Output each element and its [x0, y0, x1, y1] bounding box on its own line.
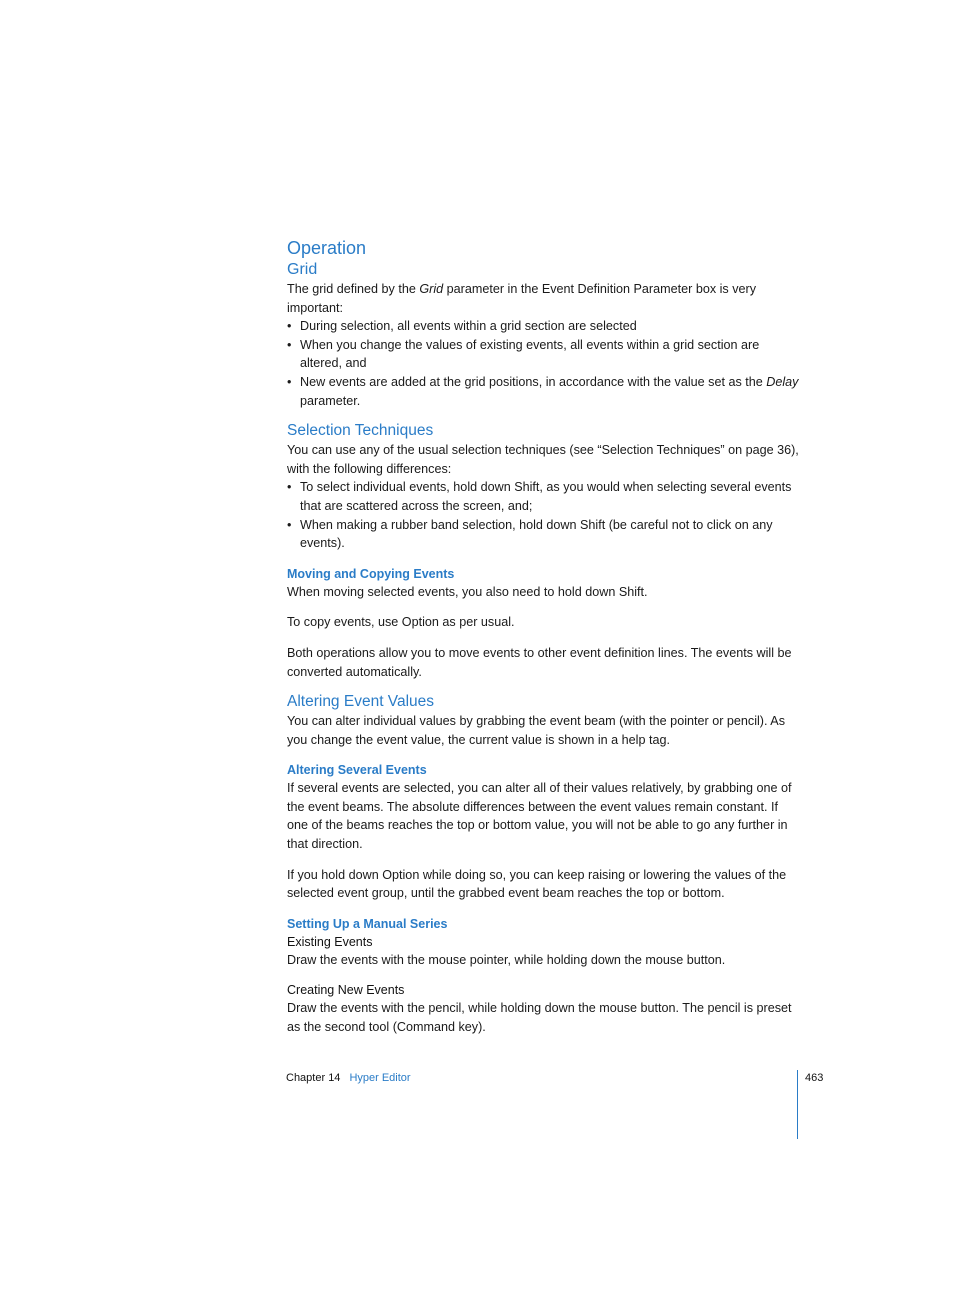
grid-intro-em: Grid — [419, 282, 444, 296]
footer-chapter — [286, 1070, 411, 1086]
heading-altering-event-values: Altering Event Values — [287, 693, 435, 711]
heading-selection-techniques: Selection Techniques — [287, 422, 434, 440]
selection-bullet-1: • To select individual events, hold down Shift, as you would when selecting several events that are scattered across the screen, and; — [287, 478, 799, 515]
heading-grid: Grid — [287, 261, 318, 278]
heading-creating-new-events: Creating New Events — [287, 983, 405, 998]
selection-intro-paragraph: You can use any of the usual selection techniques (see “Selection Techniques” on page 36), with the following differences: — [287, 443, 799, 476]
grid-intro-post: parameter in the Event Definition Parameter box is very important: — [287, 282, 757, 315]
selection-bullet-list — [287, 478, 799, 552]
page-content — [287, 236, 799, 1037]
page-number: 463 — [805, 1072, 824, 1084]
several-paragraph-1: If several events are selected, you can alter all of their values relatively, by grabbing one of the event beams. The absolute differences between the event values remain constant. If one of the beams reaches the top or bottom value, you will not be able to go any further in that direction. — [287, 781, 792, 852]
heading-moving-copying: Moving and Copying Events — [287, 566, 455, 581]
grid-bullet-3 — [287, 373, 799, 410]
altering-paragraph: You can alter individual values by grabbing the event beam (with the pointer or pencil). As you change the event value, the current value is shown in a help tag. — [287, 714, 785, 747]
creating-events-paragraph: Draw the events with the pencil, while holding down the mouse button. The pencil is preset as the second tool (Command key). — [287, 1001, 792, 1035]
grid-bullet-3-post: parameter. — [300, 393, 361, 408]
footer-chapter-title: Hyper Editor — [349, 1072, 411, 1084]
section-title-operation: Operation — [287, 238, 367, 258]
moving-paragraph-2: To copy events, use Option as per usual. — [287, 615, 515, 630]
grid-bullet-3-pre: New events are added at the grid positions, in accordance with the value set as the — [300, 374, 767, 389]
grid-intro-paragraph — [287, 280, 799, 317]
heading-manual-series: Setting Up a Manual Series — [287, 916, 448, 931]
heading-altering-several: Altering Several Events — [287, 763, 427, 778]
footer-chapter-number: Chapter 14 — [286, 1072, 341, 1084]
several-paragraph-2: If you hold down Option while doing so, you can keep raising or lowering the values of the selected event group, until the grabbed event beam reaches the top or bottom. — [287, 867, 787, 901]
moving-paragraph-3: Both operations allow you to move events to other event definition lines. The events will be converted automatically. — [287, 645, 792, 679]
selection-bullet-2: • When making a rubber band selection, hold down Shift (be careful not to click on any events). — [287, 516, 799, 553]
grid-bullet-1: • During selection, all events within a grid section are selected — [287, 317, 799, 336]
grid-bullet-list — [287, 317, 799, 410]
grid-bullet-3-em: Delay — [766, 374, 799, 389]
moving-paragraph-1: When moving selected events, you also need to hold down Shift. — [287, 584, 648, 599]
grid-intro-pre: The grid defined by the — [287, 282, 420, 296]
existing-events-paragraph: Draw the events with the mouse pointer, while holding down the mouse button. — [287, 952, 726, 967]
heading-existing-events: Existing Events — [287, 934, 373, 949]
grid-bullet-2: • When you change the values of existing events, all events within a grid section are altered, and — [287, 336, 799, 373]
footer-divider — [797, 1070, 798, 1139]
